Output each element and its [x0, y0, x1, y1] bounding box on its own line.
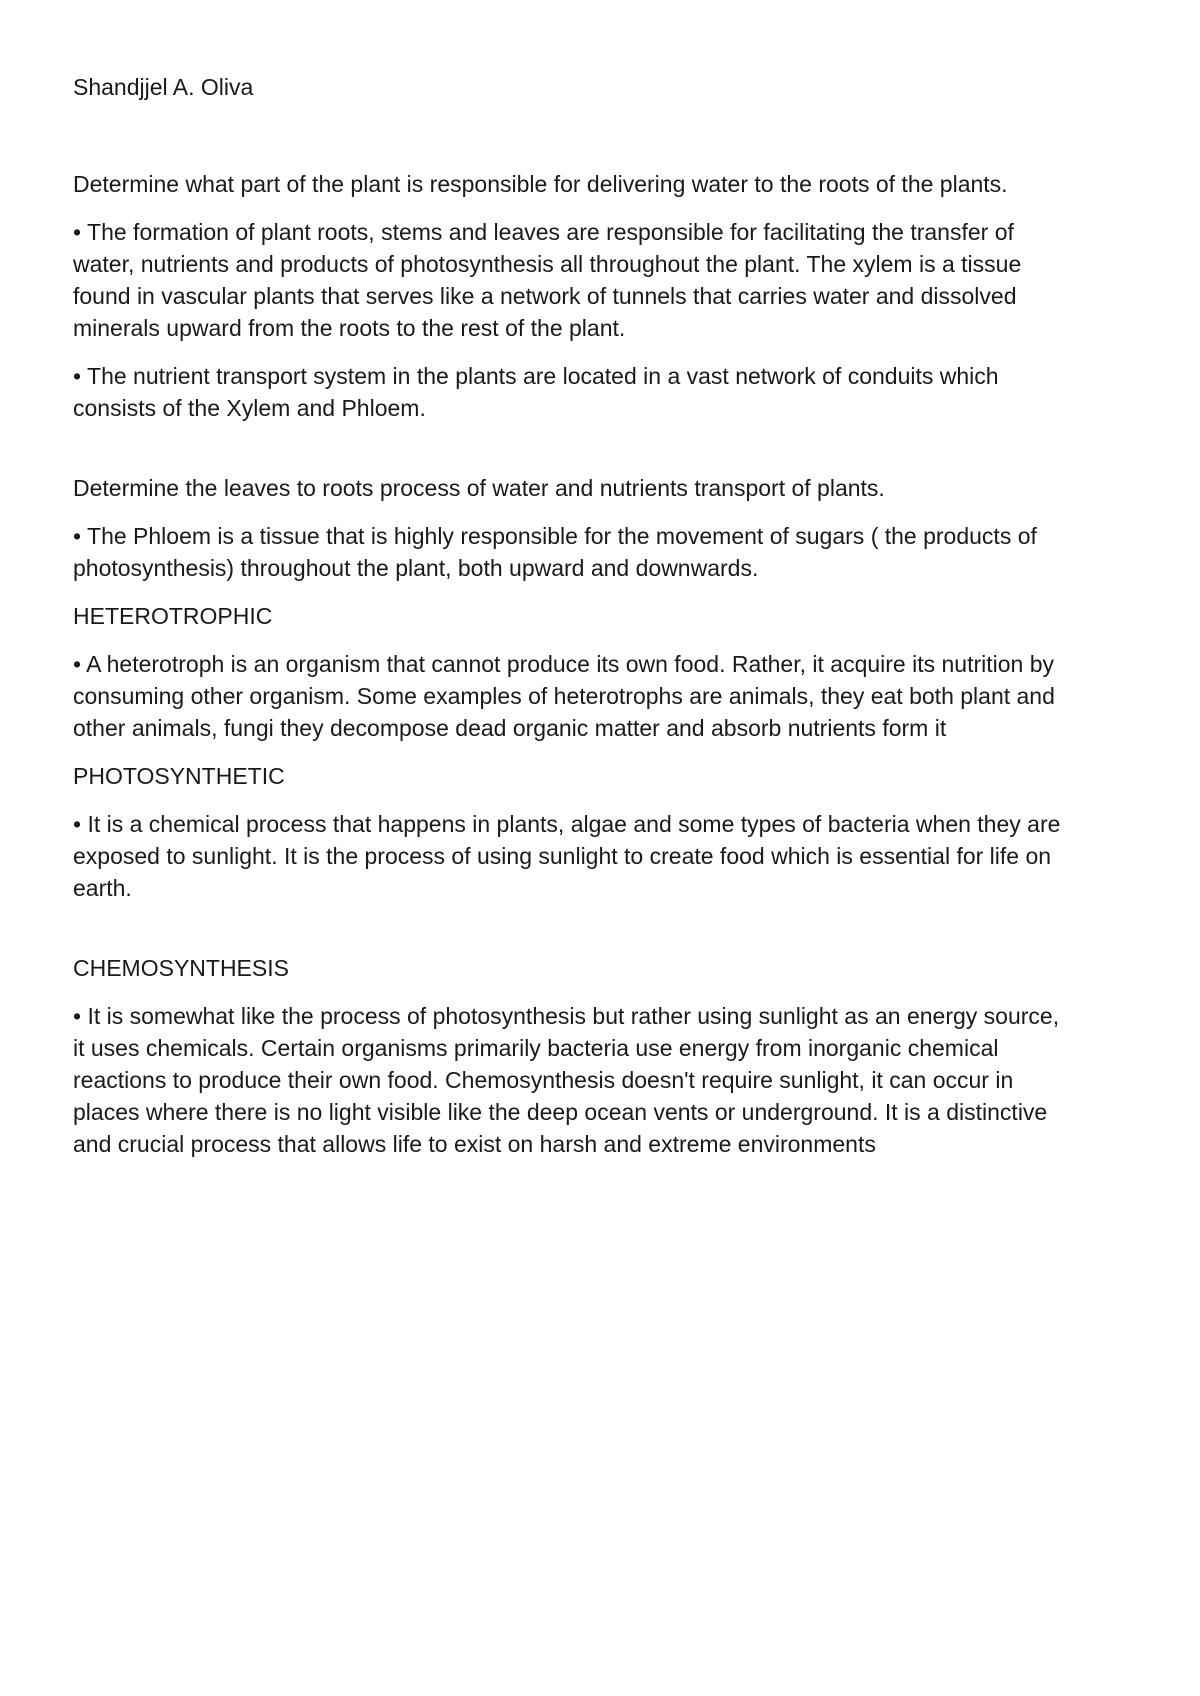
paragraph-line: places where there is no light visible like the deep ocean vents or underground. It is a distinctive [73, 1099, 1048, 1125]
paragraph-line: exposed to sunlight. It is the process of using sunlight to create food which is essential for life on [73, 843, 1052, 869]
paragraph-line: • The Phloem is a tissue that is highly responsible for the movement of sugars ( the products of [73, 523, 1037, 549]
question-2: Determine the leaves to roots process of water and nutrients transport of plants. [73, 475, 885, 501]
paragraph-line: other animals, fungi they decompose dead organic matter and absorb nutrients form it [73, 715, 947, 741]
paragraph-line: and crucial process that allows life to exist on harsh and extreme environments [73, 1131, 876, 1157]
paragraph-line: • The formation of plant roots, stems and leaves are responsible for facilitating the transfer of [73, 219, 1014, 245]
section-spacer [73, 920, 1120, 952]
heading-photosynthetic: PHOTOSYNTHETIC [73, 763, 285, 789]
paragraph-line: consuming other organism. Some examples of heterotrophs are animals, they eat both plant and [73, 683, 1055, 709]
question-1: Determine what part of the plant is responsible for delivering water to the roots of the plants. [73, 171, 1008, 197]
paragraph-line: water, nutrients and products of photosynthesis all throughout the plant. The xylem is a tissue [73, 251, 1022, 277]
q1-bullet-1 [73, 216, 1120, 344]
paragraph-line: earth. [73, 875, 132, 901]
q2-bullet-1 [73, 520, 1120, 584]
photosynthetic-paragraph [73, 808, 1120, 904]
paragraph-line: • It is a chemical process that happens in plants, algae and some types of bacteria when they are [73, 811, 1061, 837]
paragraph-line: found in vascular plants that serves like a network of tunnels that carries water and dissolved [73, 283, 1017, 309]
paragraph-line: photosynthesis) throughout the plant, both upward and downwards. [73, 555, 759, 581]
chemosynthesis-paragraph [73, 1000, 1120, 1160]
paragraph-line: it uses chemicals. Certain organisms primarily bacteria use energy from inorganic chemical [73, 1035, 999, 1061]
heterotrophic-paragraph [73, 648, 1120, 744]
paragraph-line: • A heterotroph is an organism that cannot produce its own food. Rather, it acquire its nutrition by [73, 651, 1055, 677]
heading-heterotrophic: HETEROTROPHIC [73, 603, 273, 629]
paragraph-line: consists of the Xylem and Phloem. [73, 395, 426, 421]
heading-chemosynthesis: CHEMOSYNTHESIS [73, 955, 289, 981]
paragraph-line: minerals upward from the roots to the rest of the plant. [73, 315, 626, 341]
paragraph-line: • The nutrient transport system in the plants are located in a vast network of conduits which [73, 363, 999, 389]
paragraph-line: • It is somewhat like the process of photosynthesis but rather using sunlight as an energy source, [73, 1003, 1060, 1029]
q1-bullet-2 [73, 360, 1120, 424]
author-name: Shandjjel A. Oliva [73, 74, 254, 100]
paragraph-line: reactions to produce their own food. Chemosynthesis doesn't require sunlight, it can occur in [73, 1067, 1014, 1093]
section-spacer [73, 440, 1120, 472]
